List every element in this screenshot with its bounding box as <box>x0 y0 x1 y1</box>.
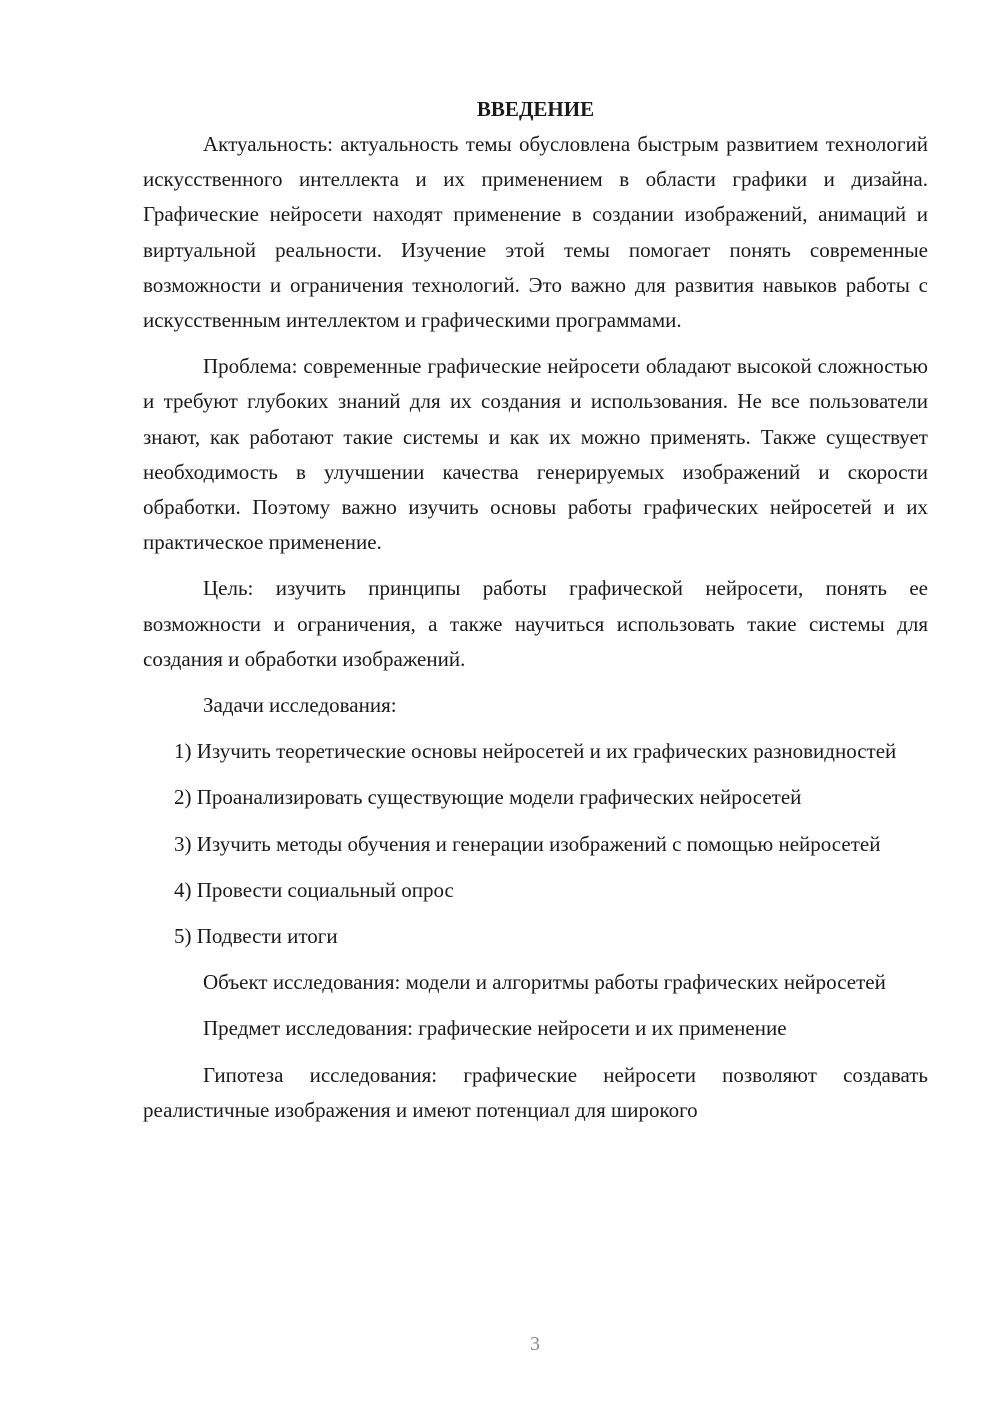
page-number: 3 <box>530 1333 540 1355</box>
section-heading: ВВЕДЕНИЕ <box>476 97 595 121</box>
document-page <box>143 92 928 1128</box>
paragraph-hypothesis: Гипотеза исследования: графические нейросети позволяют создавать реалистичные изображения и имеют потенциал для широкого <box>143 1062 928 1122</box>
paragraph-relevance: Актуальность: актуальность темы обусловлена быстрым развитием технологий искусственного интеллекта и их применением в области графики и дизайна. Графические нейросети находят применение в создании изображений, анимаций и виртуальной реальности. Изучение этой темы помогает понять современные возможности и ограничения технологий. Это важно для развития навыков работы с искусственным интеллектом и графическими программами. <box>143 132 928 333</box>
task-item-4: 4) Провести социальный опрос <box>174 877 454 902</box>
paragraph-goal: Цель: изучить принципы работы графической нейросети, понять ее возможности и ограничения, а также научиться использовать такие системы для создания и обработки изображений. <box>143 576 928 671</box>
task-item-2: 2) Проанализировать существующие модели графических нейросетей <box>174 785 802 810</box>
paragraph-tasks-intro: Задачи исследования: <box>203 693 397 718</box>
paragraph-object: Объект исследования: модели и алгоритмы работы графических нейросетей <box>203 970 886 995</box>
task-item-3: 3) Изучить методы обучения и генерации изображений с помощью нейросетей <box>174 831 881 856</box>
paragraph-problem: Проблема: современные графические нейросети обладают высокой сложностью и требуют глубоких знаний для их создания и использования. Не все пользователи знают, как работают такие системы и как их можно применять. Также существует необходимость в улучшении качества генерируемых изображений и скорости обработки. Поэтому важно изучить основы работы графических нейросетей и их практическое применение. <box>143 354 928 555</box>
task-item-1: 1) Изучить теоретические основы нейросетей и их графических разновидностей <box>174 739 897 764</box>
paragraph-subject: Предмет исследования: графические нейросети и их применение <box>203 1016 787 1041</box>
task-item-5: 5) Подвести итоги <box>174 924 338 949</box>
